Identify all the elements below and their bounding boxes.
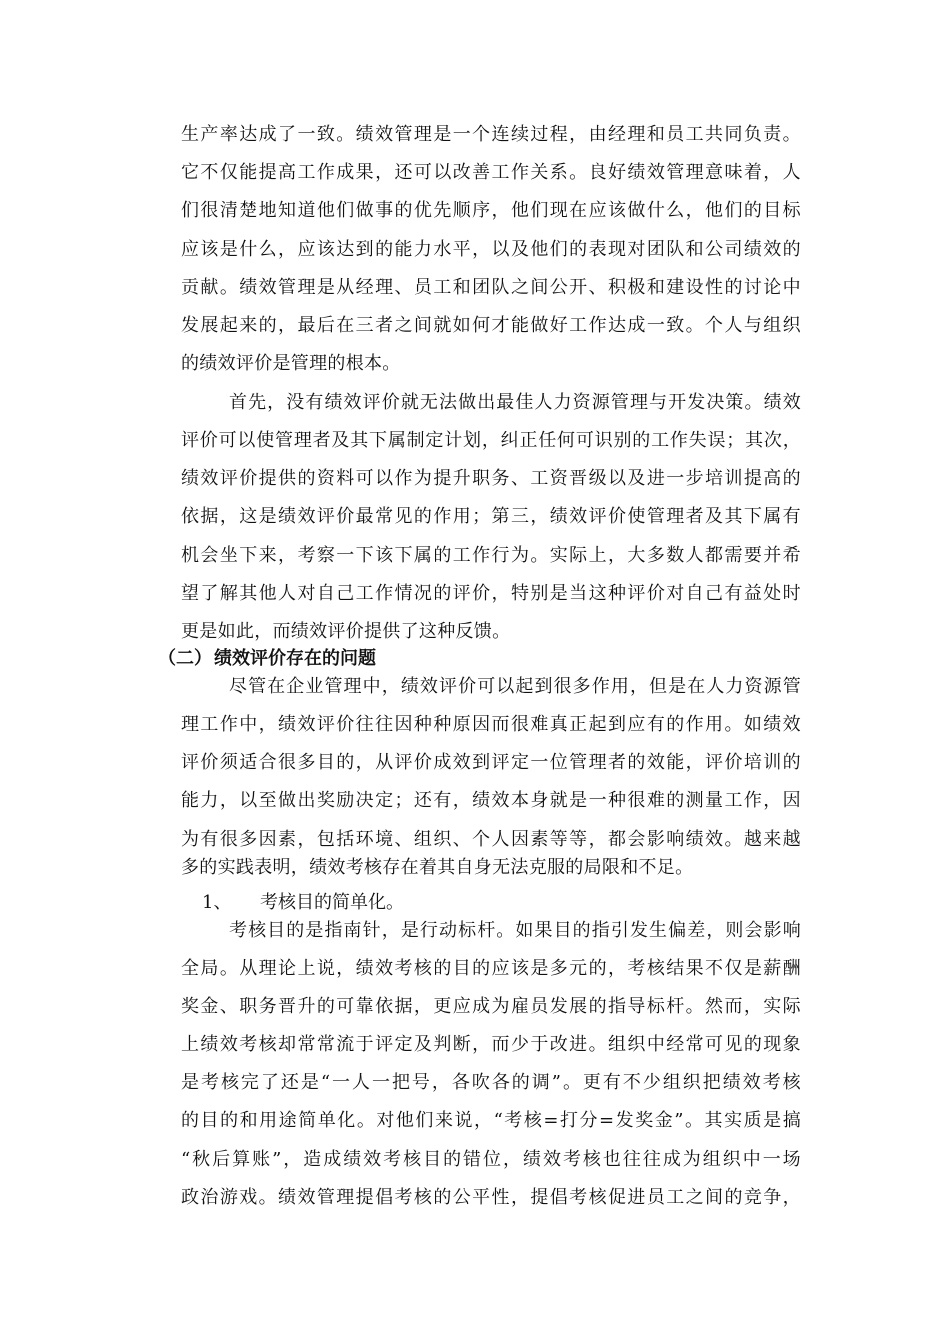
list-item-text: 考核目的简单化。	[260, 892, 404, 913]
paragraph-2-line: 机会坐下来，考察一下该下属的工作行为。实际上，大多数人都需要并希	[181, 545, 801, 566]
paragraph-1-line: 它不仅能提高工作成果，还可以改善工作关系。良好绩效管理意味着，人	[181, 162, 801, 183]
paragraph-1-line: 贡献。绩效管理是从经理、员工和团队之间公开、积极和建设性的讨论中	[181, 277, 801, 298]
paragraph-3-line: 多的实践表明，绩效考核存在着其自身无法克服的局限和不足。	[181, 857, 694, 878]
paragraph-2-line: 评价可以使管理者及其下属制定计划，纠正任何可识别的工作失误；其次，	[181, 430, 801, 451]
paragraph-3-line: 能力，以至做出奖励决定；还有，绩效本身就是一种很难的测量工作，因	[181, 790, 801, 811]
paragraph-3-line: 尽管在企业管理中，绩效评价可以起到很多作用，但是在人力资源管	[229, 676, 801, 697]
list-item-number: 1、	[202, 892, 232, 913]
paragraph-4-line: 奖金、职务晋升的可靠依据，更应成为雇员发展的指导标杆。然而，实际	[181, 996, 801, 1017]
paragraph-4-line: 政治游戏。绩效管理提倡考核的公平性，提倡考核促进员工之间的竞争，	[181, 1187, 801, 1208]
paragraph-1-line: 应该是什么，应该达到的能力水平，以及他们的表现对团队和公司绩效的	[181, 239, 801, 260]
paragraph-1-line: 的绩效评价是管理的根本。	[181, 353, 401, 374]
paragraph-1-line: 们很清楚地知道他们做事的优先顺序，他们现在应该做什么，他们的目标	[181, 200, 801, 221]
paragraph-4-line: “秋后算账”，造成绩效考核目的错位，绩效考核也往往成为组织中一场	[181, 1149, 801, 1170]
section-title: 绩效评价存在的问题	[214, 648, 376, 669]
paragraph-4-line: 考核目的是指南针，是行动标杆。如果目的指引发生偏差，则会影响	[229, 920, 801, 941]
paragraph-2-line: 首先，没有绩效评价就无法做出最佳人力资源管理与开发决策。绩效	[229, 392, 801, 413]
paragraph-2-line: 绩效评价提供的资料可以作为提升职务、工资晋级以及进一步培训提高的	[181, 468, 801, 489]
paragraph-2-line: 依据，这是绩效评价最常见的作用；第三，绩效评价使管理者及其下属有	[181, 506, 801, 527]
paragraph-3-line: 评价须适合很多目的，从评价成效到评定一位管理者的效能，评价培训的	[181, 752, 801, 773]
paragraph-3-line: 理工作中，绩效评价往往因种种原因而很难真正起到应有的作用。如绩效	[181, 714, 801, 735]
paragraph-1-line: 生产率达成了一致。绩效管理是一个连续过程，由经理和员工共同负责。	[181, 124, 801, 145]
paragraph-2-line: 望了解其他人对自己工作情况的评价，特别是当这种评价对自己有益处时	[181, 583, 801, 604]
section-heading	[158, 648, 376, 670]
paragraph-2-line: 更是如此，而绩效评价提供了这种反馈。	[181, 621, 511, 642]
paragraph-4-line: 的目的和用途简单化。对他们来说，“考核=打分=发奖金”。其实质是搞	[181, 1110, 801, 1131]
paragraph-3-line: 为有很多因素，包括环境、组织、个人因素等等，都会影响绩效。越来越	[181, 829, 801, 850]
section-number: （二）	[158, 648, 212, 669]
paragraph-1-line: 发展起来的，最后在三者之间就如何才能做好工作达成一致。个人与组织	[181, 315, 801, 336]
paragraph-4-line: 是考核完了还是“一人一把号，各吹各的调”。更有不少组织把绩效考核	[181, 1072, 801, 1093]
list-item	[202, 892, 404, 914]
paragraph-4-line: 全局。从理论上说，绩效考核的目的应该是多元的，考核结果不仅是薪酬	[181, 958, 801, 979]
paragraph-4-line: 上绩效考核却常常流于评定及判断，而少于改进。组织中经常可见的现象	[181, 1034, 801, 1055]
